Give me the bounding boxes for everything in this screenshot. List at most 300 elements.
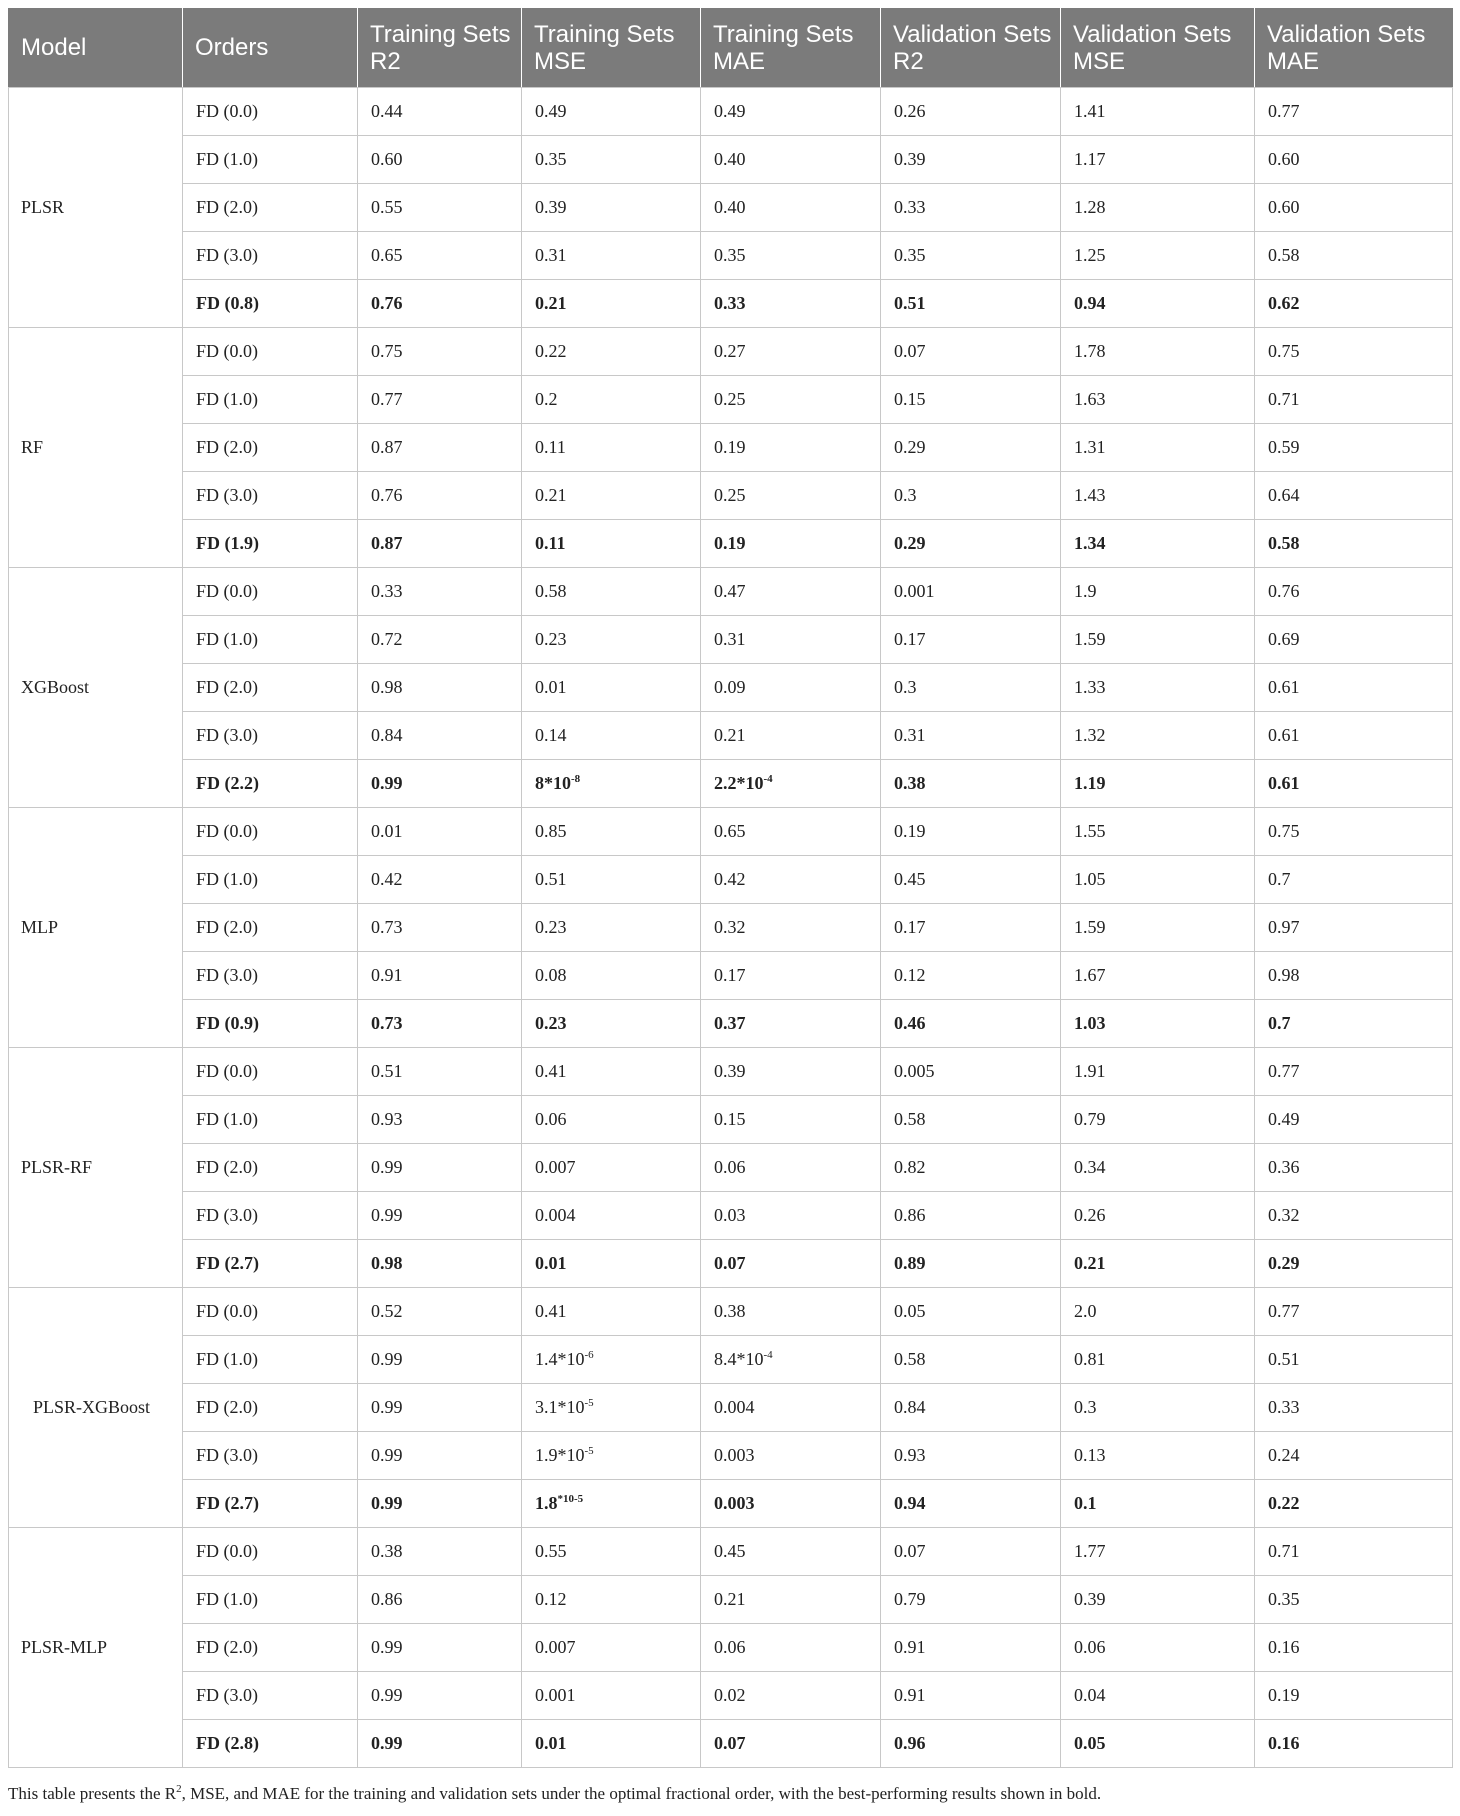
cell-validation-mse: 0.13: [1061, 1432, 1255, 1480]
cell-order: FD (1.0): [183, 1096, 358, 1144]
cell-order: FD (0.0): [183, 328, 358, 376]
cell-validation-mae: 0.58: [1255, 520, 1453, 568]
table-row: [9, 568, 1453, 616]
value-exponent: -5: [584, 1445, 594, 1457]
cell-training-r2: 0.76: [358, 280, 522, 328]
caption-text-before: This table presents the R: [8, 1784, 177, 1803]
cell-training-mae: [701, 1336, 881, 1384]
table-caption: [8, 1784, 1452, 1804]
cell-training-r2: 0.87: [358, 424, 522, 472]
cell-validation-mse: 1.78: [1061, 328, 1255, 376]
cell-model: PLSR-RF: [9, 1048, 183, 1288]
header-training-mae: Training Sets MAE: [701, 8, 881, 88]
cell-order: FD (1.0): [183, 616, 358, 664]
cell-training-r2: 0.98: [358, 1240, 522, 1288]
cell-training-mse: 0.01: [522, 1240, 701, 1288]
caption-text-after: , MSE, and MAE for the training and validation sets under the optimal fractional order, with the best-performing results shown in bold.: [181, 1784, 1102, 1803]
cell-training-r2: 0.99: [358, 1192, 522, 1240]
cell-validation-mae: 0.69: [1255, 616, 1453, 664]
header-orders: Orders: [183, 8, 358, 88]
cell-training-r2: 0.99: [358, 1624, 522, 1672]
cell-validation-mae: 0.36: [1255, 1144, 1453, 1192]
table-row: [9, 952, 1453, 1000]
cell-training-r2: 0.99: [358, 1384, 522, 1432]
cell-training-mse: 0.23: [522, 904, 701, 952]
cell-order: FD (2.0): [183, 904, 358, 952]
cell-training-mae: 0.40: [701, 184, 881, 232]
cell-validation-mae: 0.64: [1255, 472, 1453, 520]
cell-order: FD (0.0): [183, 88, 358, 136]
cell-training-mae: 0.32: [701, 904, 881, 952]
cell-training-mae: 0.65: [701, 808, 881, 856]
caption-superscript: 2: [176, 1783, 182, 1795]
cell-training-r2: 0.38: [358, 1528, 522, 1576]
cell-training-mae: 0.45: [701, 1528, 881, 1576]
cell-training-r2: 0.72: [358, 616, 522, 664]
cell-validation-mae: 0.77: [1255, 1288, 1453, 1336]
cell-order: FD (3.0): [183, 712, 358, 760]
cell-training-mse: 0.11: [522, 520, 701, 568]
table-row: [9, 1432, 1453, 1480]
cell-order: FD (2.0): [183, 1384, 358, 1432]
cell-training-r2: 0.98: [358, 664, 522, 712]
cell-training-r2: 0.33: [358, 568, 522, 616]
table-row: [9, 856, 1453, 904]
cell-training-mse: 0.01: [522, 664, 701, 712]
cell-training-mse: 0.01: [522, 1720, 701, 1768]
cell-validation-mse: 0.94: [1061, 280, 1255, 328]
cell-order: FD (3.0): [183, 952, 358, 1000]
cell-validation-mae: 0.61: [1255, 760, 1453, 808]
table-row: [9, 1720, 1453, 1768]
table-row: [9, 520, 1453, 568]
cell-model: PLSR-XGBoost: [9, 1288, 183, 1528]
cell-training-r2: 0.01: [358, 808, 522, 856]
cell-order: FD (3.0): [183, 232, 358, 280]
cell-validation-r2: 0.29: [881, 424, 1061, 472]
cell-training-mae: 0.003: [701, 1480, 881, 1528]
cell-validation-r2: 0.001: [881, 568, 1061, 616]
cell-validation-mse: 1.33: [1061, 664, 1255, 712]
value-exponent: -6: [584, 1349, 594, 1361]
table-row: [9, 808, 1453, 856]
cell-validation-mse: 1.59: [1061, 616, 1255, 664]
table-header: [9, 8, 1453, 88]
table-row: [9, 1336, 1453, 1384]
cell-order: FD (2.0): [183, 184, 358, 232]
cell-training-mae: 0.19: [701, 424, 881, 472]
cell-order: FD (0.0): [183, 1048, 358, 1096]
cell-training-mae: 0.06: [701, 1624, 881, 1672]
cell-training-mse: 0.004: [522, 1192, 701, 1240]
cell-validation-r2: 0.15: [881, 376, 1061, 424]
cell-validation-r2: 0.86: [881, 1192, 1061, 1240]
cell-training-r2: 0.93: [358, 1096, 522, 1144]
cell-order: FD (2.0): [183, 424, 358, 472]
cell-validation-r2: 0.93: [881, 1432, 1061, 1480]
cell-validation-r2: 0.19: [881, 808, 1061, 856]
header-training-mse: Training Sets MSE: [522, 8, 701, 88]
cell-training-mse: 0.21: [522, 472, 701, 520]
cell-validation-mse: 1.41: [1061, 88, 1255, 136]
table-row: [9, 376, 1453, 424]
cell-order: FD (2.0): [183, 1144, 358, 1192]
cell-validation-mae: 0.76: [1255, 568, 1453, 616]
cell-training-mse: 0.21: [522, 280, 701, 328]
table-row: [9, 904, 1453, 952]
cell-order: FD (1.9): [183, 520, 358, 568]
cell-training-r2: 0.99: [358, 1336, 522, 1384]
cell-training-mse: [522, 760, 701, 808]
cell-validation-r2: 0.96: [881, 1720, 1061, 1768]
table-row: [9, 1192, 1453, 1240]
cell-validation-mae: 0.16: [1255, 1720, 1453, 1768]
cell-training-mse: [522, 1336, 701, 1384]
cell-training-mae: 0.38: [701, 1288, 881, 1336]
cell-training-r2: 0.99: [358, 1144, 522, 1192]
cell-training-r2: 0.65: [358, 232, 522, 280]
cell-validation-mae: 0.24: [1255, 1432, 1453, 1480]
cell-order: FD (3.0): [183, 1192, 358, 1240]
cell-validation-mse: 1.32: [1061, 712, 1255, 760]
cell-model: PLSR: [9, 88, 183, 328]
cell-validation-mae: 0.59: [1255, 424, 1453, 472]
cell-validation-mse: 0.04: [1061, 1672, 1255, 1720]
cell-order: FD (1.0): [183, 376, 358, 424]
cell-validation-mae: 0.61: [1255, 664, 1453, 712]
cell-validation-r2: 0.84: [881, 1384, 1061, 1432]
cell-training-mse: 0.31: [522, 232, 701, 280]
cell-training-r2: 0.73: [358, 1000, 522, 1048]
cell-validation-r2: 0.58: [881, 1336, 1061, 1384]
cell-training-mae: 0.35: [701, 232, 881, 280]
cell-training-r2: 0.75: [358, 328, 522, 376]
cell-training-r2: 0.73: [358, 904, 522, 952]
cell-validation-mae: 0.29: [1255, 1240, 1453, 1288]
cell-order: FD (1.0): [183, 1336, 358, 1384]
cell-order: FD (3.0): [183, 1432, 358, 1480]
cell-training-mae: 0.21: [701, 1576, 881, 1624]
table-row: [9, 1240, 1453, 1288]
cell-order: FD (0.0): [183, 808, 358, 856]
cell-validation-mse: 1.17: [1061, 136, 1255, 184]
value-base: 3.1*10: [535, 1397, 585, 1417]
cell-validation-mse: 1.43: [1061, 472, 1255, 520]
cell-order: FD (0.9): [183, 1000, 358, 1048]
cell-validation-mae: 0.22: [1255, 1480, 1453, 1528]
cell-validation-r2: 0.29: [881, 520, 1061, 568]
cell-training-r2: 0.99: [358, 1480, 522, 1528]
cell-model: RF: [9, 328, 183, 568]
cell-validation-r2: 0.31: [881, 712, 1061, 760]
table-row: [9, 712, 1453, 760]
table-row: [9, 664, 1453, 712]
value-base: 1.8: [535, 1493, 558, 1513]
cell-training-mse: 0.12: [522, 1576, 701, 1624]
table-row: [9, 1288, 1453, 1336]
cell-training-mae: 0.004: [701, 1384, 881, 1432]
cell-validation-mse: 0.39: [1061, 1576, 1255, 1624]
cell-training-mae: 0.21: [701, 712, 881, 760]
cell-validation-r2: 0.94: [881, 1480, 1061, 1528]
cell-validation-mse: 1.03: [1061, 1000, 1255, 1048]
table-row: [9, 1624, 1453, 1672]
cell-training-r2: 0.84: [358, 712, 522, 760]
header-row: [9, 8, 1453, 88]
table-row: [9, 1384, 1453, 1432]
cell-validation-mse: 1.9: [1061, 568, 1255, 616]
cell-training-r2: 0.87: [358, 520, 522, 568]
table-row: [9, 1576, 1453, 1624]
cell-validation-r2: 0.89: [881, 1240, 1061, 1288]
cell-training-mae: 0.42: [701, 856, 881, 904]
cell-training-r2: 0.99: [358, 760, 522, 808]
cell-validation-mae: 0.19: [1255, 1672, 1453, 1720]
header-training-r2: Training Sets R2: [358, 8, 522, 88]
cell-training-mae: 0.39: [701, 1048, 881, 1096]
cell-validation-mae: 0.97: [1255, 904, 1453, 952]
cell-validation-mse: 0.34: [1061, 1144, 1255, 1192]
cell-training-mse: 0.49: [522, 88, 701, 136]
cell-validation-mse: 0.81: [1061, 1336, 1255, 1384]
cell-training-mae: 0.17: [701, 952, 881, 1000]
table-row: [9, 232, 1453, 280]
cell-validation-mse: 1.67: [1061, 952, 1255, 1000]
header-validation-r2: Validation Sets R2: [881, 8, 1061, 88]
value-exponent: -8: [571, 773, 581, 785]
cell-training-mse: 0.08: [522, 952, 701, 1000]
cell-training-mae: 0.03: [701, 1192, 881, 1240]
cell-validation-r2: 0.35: [881, 232, 1061, 280]
cell-order: FD (2.7): [183, 1480, 358, 1528]
cell-validation-mse: 1.34: [1061, 520, 1255, 568]
value-base: 1.9*10: [535, 1445, 585, 1465]
cell-validation-mse: 1.25: [1061, 232, 1255, 280]
cell-training-r2: 0.44: [358, 88, 522, 136]
cell-validation-mae: 0.77: [1255, 88, 1453, 136]
cell-validation-mse: 1.77: [1061, 1528, 1255, 1576]
cell-validation-r2: 0.82: [881, 1144, 1061, 1192]
cell-training-mse: 0.41: [522, 1288, 701, 1336]
table-row: [9, 280, 1453, 328]
cell-training-mae: 0.49: [701, 88, 881, 136]
cell-validation-mae: 0.60: [1255, 184, 1453, 232]
cell-training-mse: [522, 1384, 701, 1432]
results-table: [8, 8, 1453, 1768]
cell-training-r2: 0.77: [358, 376, 522, 424]
cell-validation-mae: 0.32: [1255, 1192, 1453, 1240]
table-row: [9, 328, 1453, 376]
cell-validation-mae: 0.71: [1255, 1528, 1453, 1576]
cell-training-mae: 0.25: [701, 472, 881, 520]
value-exponent: -5: [584, 1397, 594, 1409]
cell-validation-mae: 0.33: [1255, 1384, 1453, 1432]
table-row: [9, 88, 1453, 136]
cell-validation-mse: 0.06: [1061, 1624, 1255, 1672]
cell-validation-r2: 0.005: [881, 1048, 1061, 1096]
cell-training-mae: 0.02: [701, 1672, 881, 1720]
cell-validation-mse: 0.26: [1061, 1192, 1255, 1240]
cell-training-mse: 0.007: [522, 1144, 701, 1192]
cell-training-mae: 0.003: [701, 1432, 881, 1480]
cell-validation-r2: 0.39: [881, 136, 1061, 184]
header-model: Model: [9, 8, 183, 88]
cell-validation-mse: 1.91: [1061, 1048, 1255, 1096]
cell-validation-mse: 1.55: [1061, 808, 1255, 856]
cell-validation-mse: 1.19: [1061, 760, 1255, 808]
value-exponent: *10-5: [557, 1493, 584, 1505]
value-exponent: -4: [763, 1349, 773, 1361]
cell-validation-r2: 0.45: [881, 856, 1061, 904]
cell-training-mae: [701, 760, 881, 808]
table-row: [9, 424, 1453, 472]
table-body: [9, 88, 1453, 1768]
cell-validation-r2: 0.46: [881, 1000, 1061, 1048]
cell-validation-mae: 0.75: [1255, 808, 1453, 856]
cell-validation-mae: 0.58: [1255, 232, 1453, 280]
cell-validation-mse: 0.79: [1061, 1096, 1255, 1144]
cell-validation-r2: 0.91: [881, 1672, 1061, 1720]
cell-training-r2: 0.52: [358, 1288, 522, 1336]
table-row: [9, 1144, 1453, 1192]
table-row: [9, 1672, 1453, 1720]
cell-training-r2: 0.60: [358, 136, 522, 184]
table-row: [9, 1480, 1453, 1528]
cell-validation-mae: 0.16: [1255, 1624, 1453, 1672]
cell-validation-r2: 0.91: [881, 1624, 1061, 1672]
cell-training-mse: 0.23: [522, 616, 701, 664]
cell-order: FD (2.0): [183, 1624, 358, 1672]
value-exponent: -4: [763, 773, 773, 785]
cell-validation-mse: 0.05: [1061, 1720, 1255, 1768]
table-row: [9, 1048, 1453, 1096]
header-validation-mse: Validation Sets MSE: [1061, 8, 1255, 88]
cell-validation-r2: 0.33: [881, 184, 1061, 232]
cell-order: FD (0.8): [183, 280, 358, 328]
cell-order: FD (1.0): [183, 136, 358, 184]
cell-order: FD (1.0): [183, 856, 358, 904]
cell-training-mae: 0.27: [701, 328, 881, 376]
cell-training-r2: 0.91: [358, 952, 522, 1000]
value-base: 8.4*10: [714, 1349, 764, 1369]
cell-validation-mae: 0.98: [1255, 952, 1453, 1000]
cell-training-mse: 0.51: [522, 856, 701, 904]
cell-training-mae: 0.15: [701, 1096, 881, 1144]
cell-training-r2: 0.42: [358, 856, 522, 904]
cell-training-mse: 0.2: [522, 376, 701, 424]
cell-training-mse: 0.007: [522, 1624, 701, 1672]
cell-validation-mae: 0.61: [1255, 712, 1453, 760]
table-row: [9, 760, 1453, 808]
cell-order: FD (1.0): [183, 1576, 358, 1624]
cell-validation-mse: 0.1: [1061, 1480, 1255, 1528]
cell-training-mae: 0.31: [701, 616, 881, 664]
cell-validation-mae: 0.35: [1255, 1576, 1453, 1624]
cell-validation-r2: 0.79: [881, 1576, 1061, 1624]
cell-training-mae: 0.33: [701, 280, 881, 328]
table-row: [9, 1096, 1453, 1144]
cell-training-mse: 0.23: [522, 1000, 701, 1048]
cell-order: FD (2.2): [183, 760, 358, 808]
cell-validation-mae: 0.77: [1255, 1048, 1453, 1096]
table-row: [9, 1000, 1453, 1048]
cell-validation-mae: 0.60: [1255, 136, 1453, 184]
cell-validation-r2: 0.12: [881, 952, 1061, 1000]
cell-validation-mse: 1.28: [1061, 184, 1255, 232]
cell-training-r2: 0.99: [358, 1432, 522, 1480]
cell-validation-mae: 0.51: [1255, 1336, 1453, 1384]
cell-order: FD (0.0): [183, 568, 358, 616]
cell-validation-mae: 0.7: [1255, 1000, 1453, 1048]
cell-training-r2: 0.99: [358, 1672, 522, 1720]
cell-validation-mse: 0.3: [1061, 1384, 1255, 1432]
cell-training-mae: 0.47: [701, 568, 881, 616]
cell-training-mse: [522, 1480, 701, 1528]
cell-validation-mae: 0.49: [1255, 1096, 1453, 1144]
cell-training-mse: 0.22: [522, 328, 701, 376]
table-row: [9, 136, 1453, 184]
cell-order: FD (0.0): [183, 1528, 358, 1576]
cell-validation-mae: 0.7: [1255, 856, 1453, 904]
cell-training-mse: 0.14: [522, 712, 701, 760]
table-row: [9, 472, 1453, 520]
cell-training-r2: 0.86: [358, 1576, 522, 1624]
cell-model: MLP: [9, 808, 183, 1048]
cell-training-mae: 0.40: [701, 136, 881, 184]
cell-order: FD (3.0): [183, 1672, 358, 1720]
cell-training-mse: 0.39: [522, 184, 701, 232]
cell-training-mse: 0.11: [522, 424, 701, 472]
cell-training-mse: 0.55: [522, 1528, 701, 1576]
cell-model: XGBoost: [9, 568, 183, 808]
header-validation-mae: Validation Sets MAE: [1255, 8, 1453, 88]
cell-training-mse: 0.06: [522, 1096, 701, 1144]
cell-order: FD (2.8): [183, 1720, 358, 1768]
cell-validation-mse: 2.0: [1061, 1288, 1255, 1336]
cell-training-mse: 0.35: [522, 136, 701, 184]
cell-validation-r2: 0.07: [881, 328, 1061, 376]
cell-validation-r2: 0.3: [881, 472, 1061, 520]
cell-validation-r2: 0.07: [881, 1528, 1061, 1576]
table-row: [9, 184, 1453, 232]
table-row: [9, 616, 1453, 664]
cell-training-r2: 0.55: [358, 184, 522, 232]
cell-validation-mse: 1.31: [1061, 424, 1255, 472]
value-base: 2.2*10: [714, 773, 764, 793]
cell-validation-r2: 0.38: [881, 760, 1061, 808]
cell-validation-mae: 0.71: [1255, 376, 1453, 424]
cell-validation-r2: 0.26: [881, 88, 1061, 136]
cell-validation-r2: 0.3: [881, 664, 1061, 712]
cell-training-mae: 0.07: [701, 1720, 881, 1768]
cell-training-mse: 0.41: [522, 1048, 701, 1096]
cell-model: PLSR-MLP: [9, 1528, 183, 1768]
cell-validation-mse: 1.05: [1061, 856, 1255, 904]
cell-validation-mse: 1.63: [1061, 376, 1255, 424]
cell-training-mse: 0.58: [522, 568, 701, 616]
cell-training-mae: 0.09: [701, 664, 881, 712]
value-base: 8*10: [535, 773, 571, 793]
cell-training-mse: 0.001: [522, 1672, 701, 1720]
cell-validation-mse: 0.21: [1061, 1240, 1255, 1288]
cell-training-mse: 0.85: [522, 808, 701, 856]
cell-training-mae: 0.37: [701, 1000, 881, 1048]
cell-training-r2: 0.51: [358, 1048, 522, 1096]
cell-validation-r2: 0.58: [881, 1096, 1061, 1144]
cell-validation-mse: 1.59: [1061, 904, 1255, 952]
value-base: 1.4*10: [535, 1349, 585, 1369]
cell-validation-r2: 0.17: [881, 904, 1061, 952]
